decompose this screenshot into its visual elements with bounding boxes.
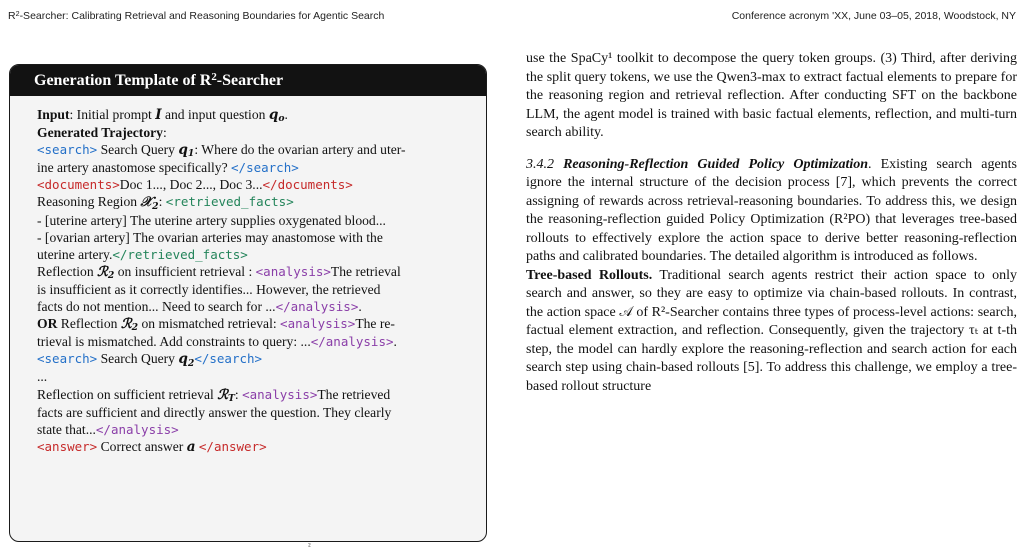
- fact-1: - [uterine artery] The uterine artery supplies oxygenated blood...: [37, 212, 386, 228]
- section-title: Reasoning-Reflection Guided Policy Optimization: [563, 156, 869, 172]
- reflection-mismatch-a: OR Reflection ℛ$_2$ on mismatched retrieval: <analysis>The re-: [37, 316, 395, 334]
- paragraph-continuation: use the SpaCy¹ toolkit to decompose the query token groups. (3) Third, after deriving the split query tokens, we use the Qwen3-max to extract factual elements to prepare for the reasoning region and retrieval reflection. After conducting SFT on the backbone LLM, the agent model is trained with basic factual elements, reflection, and multi-turn search ability.: [526, 51, 1017, 140]
- input-line: Input: Initial prompt I and input question $q_o$.: [37, 107, 288, 125]
- template-body: [10, 96, 486, 456]
- tree-rollouts-paragraph: [526, 267, 1017, 397]
- generation-template-box: [9, 64, 487, 542]
- tree-rollouts-text: Traditional search agents restrict their action space to only search and answer, so they are easy to optimize via chain-based rollouts. In contrast, the action space 𝒜 of R²-Searcher contains three types of process-level actions: search, factual element extraction, and reflection. Consequently, given the trajectory τₜ at t-th step, the model can hardly explore the reasoning-reflection and search action for each search step using chain-based rollouts [5]. To address this challenge, we employ a tree-based rollout structure: [526, 267, 1017, 394]
- right-column: [526, 50, 1017, 396]
- template-title: Generation Template of $R^2$-Searcher: [10, 65, 486, 96]
- search-line-2: <search> Search Query $q_2</search>$: [37, 351, 263, 369]
- answer-line: <answer> Correct answer a </answer>: [37, 438, 267, 455]
- search-line-1: <search> Search Query $q_1$: Where do the ovarian artery and uter-: [37, 142, 406, 160]
- ellipsis: ...: [37, 369, 48, 385]
- search-line-1b: ine artery anastomose specifically? </search>: [37, 160, 299, 176]
- reflection-sufficient-b: facts are sufficient and directly answer the question. They clearly: [37, 404, 392, 420]
- section-text: . Existing search agents ignore the internal structure of the decision process [7], which prevents the correct assigning of rewards across retrieval-reasoning boundaries. To address this, we design the reasoning-reflection guided Policy Optimization (R²PO) that leverages tree-based rollouts to effectively explore the action space to derive better reasoning-reflection paths and calibrated boundaries. The detailed algorithm is introduced as follows.: [526, 156, 1017, 264]
- fact-2b: uterine artery.</retrieved_facts>: [37, 246, 248, 262]
- header-venue: Conference acronym 'XX, June 03–05, 2018, Woodstock, NY: [731, 10, 1016, 22]
- section-number: 3.4.2: [526, 156, 554, 172]
- reflection-mismatch-b: trieval is mismatched. Add constraints to query: ...</analysis>.: [37, 334, 397, 350]
- trajectory-label: Generated Trajectory:: [37, 125, 167, 141]
- reflection-sufficient-a: Reflection on sufficient retrieval ℛ$_T$: <analysis>The retrieved: [37, 386, 391, 404]
- reflection-insufficient-c: facts do not mention... Need to search for ...</analysis>.: [37, 299, 362, 315]
- section-3-4-2: [526, 156, 1017, 267]
- documents-line: <documents>Doc 1..., Doc 2..., Doc 3...</documents>: [37, 177, 353, 193]
- reflection-sufficient-c: state that...</analysis>: [37, 421, 179, 437]
- caption-fragment: ²: [308, 541, 311, 551]
- header-title: $R^2$-Searcher: Calibrating Retrieval and Reasoning Boundaries for Agentic Search: [8, 9, 385, 22]
- reasoning-region-line: Reasoning Region 𝒳$_2$: <retrieved_facts>: [37, 194, 294, 212]
- fact-2a: - [ovarian artery] The ovarian arteries may anastomose with the: [37, 229, 383, 245]
- tree-rollouts-heading: Tree-based Rollouts.: [526, 267, 653, 283]
- reflection-insufficient-b: is insufficient as it correctly identifies... However, the retrieved: [37, 281, 381, 297]
- running-header: [8, 10, 1016, 26]
- reflection-insufficient-a: Reflection ℛ$_2$ on insufficient retrieval : <analysis>The retrieval: [37, 263, 401, 281]
